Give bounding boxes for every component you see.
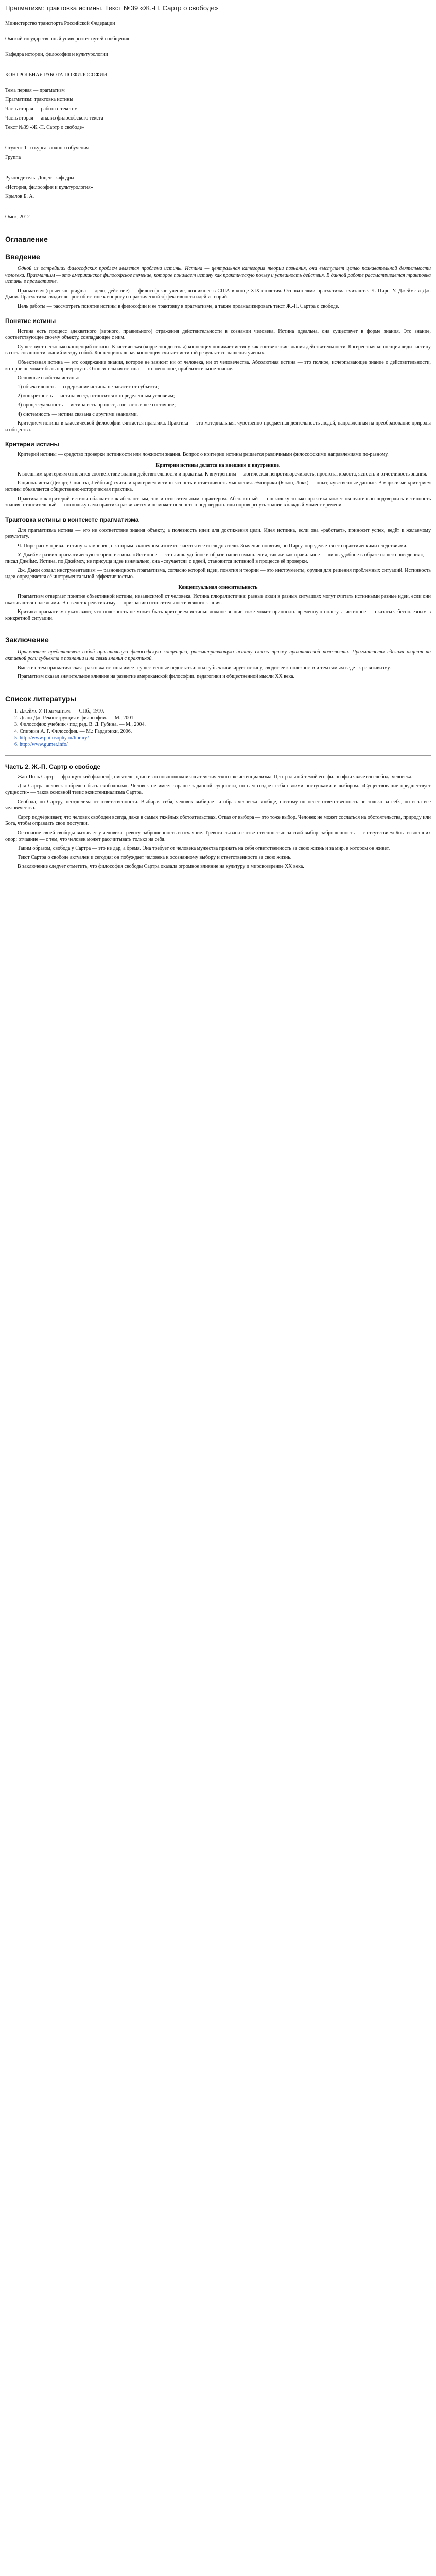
section-paragraph: Критерием истины в классической философии считается практика. Практика — это материальная, чувственно-предметная деятельность людей, направленная на преобразование природы и общества. [5,420,431,433]
section-paragraph: У. Джеймс развил прагматическую теорию истины. «Истинное — это лишь удобное в образе нашего мышления, так же как правильное — лишь удобное в образе нашего поведения», — писал Джеймс. Истина, по Джеймсу, не присуща идее изначально, она «случается» с идеей, становится истинной в процессе её проверки. [5,552,431,565]
part2-heading: Часть 2. Ж.-П. Сартр о свободе [5,762,101,770]
part2-paragraph: Таким образом, свобода у Сартра — это не дар, а бремя. Она требует от человека мужества принять на себя ответственность за свою жизнь и за мир, в котором он живёт. [18,845,390,852]
section-heading: Трактовка истины в контексте прагматизма [5,516,139,523]
list-item: 4) системность — истина связана с другими знаниями. [18,411,138,417]
document-title-bar [0,0,436,21]
supervisor-dept-line: «История, философия и культурология» [5,184,93,190]
section-paragraph: Истина есть процесс адекватного (верного, правильного) отражения действительности в сознании человека. Истина идеальна, она существует в форме знания. Это знание, соответствующее своему объекту, совпадающее с ним. [5,328,431,341]
department-line: Кафедра истории, философии и культурологии [5,52,108,57]
ministry-line: Министерство транспорта Российской Федерации [5,21,115,26]
reference-link[interactable]: 6. http://www.gumer.info/ [20,741,431,748]
part2-paragraph: Сартр подчёркивает, что человек свободен всегда, даже в самых тяжёлых обстоятельствах. Отказ от выбора — это тоже выбор. Человек не может сослаться на обстоятельства, природу или Бога, чтобы оправдать свои поступки. [5,814,431,827]
reference-item: 4. Спиркин А. Г. Философия. — М.: Гардарики, 2006. [20,728,431,735]
intro-heading: Введение [5,252,40,261]
list-item: 3) процессуальность — истина есть процесс, а не застывшее состояние; [18,402,176,408]
part2-paragraph: Текст Сартра о свободе актуален и сегодня: он побуждает человека к осознанному выбору и ответственности за свою жизнь. [18,854,292,860]
toc-heading: Оглавление [5,235,48,243]
university-line: Омский государственный университет путей сообщения [5,36,129,42]
part2-paragraph: Жан-Поль Сартр — французский философ, писатель, один из основоположников атеистического экзистенциализма. Центральной темой его философии является свобода человека. [18,774,413,780]
text-number-line: Текст №39 «Ж.-П. Сартр о свободе» [5,125,85,130]
section-paragraph: Рационалисты (Декарт, Спиноза, Лейбниц) считали критерием истины ясность и отчётливость мышления. Эмпирики (Бэкон, Локк) — опыт, чувственные данные. В марксизме критерием истины объявляется общественно-историческая практика. [5,480,431,493]
section-paragraph: Критерий истины — средство проверки истинности или ложности знания. Вопрос о критерии истины решается различными философскими направлениями по-разному. [18,452,389,458]
document-body [5,21,431,873]
work-type-line: КОНТРОЛЬНАЯ РАБОТА ПО ФИЛОСОФИИ [5,72,107,78]
group-line: Группа [5,155,21,160]
part2-paragraph: Для Сартра человек «обречён быть свободным». Человек не имеет заранее заданной сущности, он сам создаёт себя своими поступками и выбором. «Существование предшествует сущности» — таков основной тезис экзистенциализма Сартра. [5,783,431,795]
section-paragraph: Ч. Пирс рассматривал истину как мнение, с которым в конечном итоге согласятся все исследователи. Значение понятия, по Пирсу, определяется его практическими следствиями. [18,543,408,549]
part-line-a: Часть вторая — работа с текстом [5,106,78,112]
reference-item: 2. Дьюи Дж. Реконструкция в философии. — М., 2001. [20,715,431,721]
section-paragraph: Объективная истина — это содержание знания, которое не зависит ни от человека, ни от человечества. Абсолютная истина — это полное, исчерпывающее знание о действительности, которое не может быть опровергнуто. Относительная истина — это неполное, приблизительное знание. [5,359,431,372]
reference-link[interactable]: 5. http://www.philosophy.ru/library/ [20,735,431,741]
section-paragraph: Дж. Дьюи создал инструментализм — разновидность прагматизма, согласно которой идеи, понятия и теории — это инструменты, орудия для решения проблемных ситуаций. Истинность идеи определяется её инструментальной эффективностью. [5,567,431,580]
supervisor-name-line: Крылов Б. А. [5,194,34,199]
student-line: Студент 1-го курса заочного обучения [5,145,89,151]
part2-paragraph: Свобода, по Сартру, неотделима от ответственности. Выбирая себя, человек выбирает и образ человека вообще, поэтому он несёт ответственность не только за себя, но и за всё человечество. [5,799,431,811]
references-heading: Список литературы [5,694,77,703]
list-item: 2) конкретность — истина всегда относится к определённым условиям; [18,393,175,399]
document-title: Прагматизм: трактовка истины. Текст №39 «Ж.-П. Сартр о свободе» [5,4,218,12]
topic-line-a: Тема первая — прагматизм [5,88,65,93]
section-paragraph: Прагматизм отвергает понятие объективной истины, независимой от человека. Истина плюралистична: разные люди в разных ситуациях могут считать истинными разные идеи, если они оказываются полезными. Это ведёт к релятивизму — признанию относительности всякого знания. [5,594,431,606]
reference-item: 3. Философия: учебник / под ред. В. Д. Губина. — М., 2004. [20,721,431,728]
section-paragraph: Критики прагматизма указывают, что полезность не может быть критерием истины: ложное знание тоже может приносить временную пользу, а истинное — оказаться бесполезным в конкретной ситуации. [5,609,431,621]
part2-paragraph: Осознание своей свободы вызывает у человека тревогу, заброшенность и отчаяние. Тревога связана с ответственностью за свой выбор; заброшенность — с отсутствием Бога и внешних опор; отчаяние — с тем, что человек может рассчитывать только на себя. [5,829,431,842]
section-heading: Критерии истины [5,440,59,448]
list-item: 1) объективность — содержание истины не зависит от субъекта; [18,384,159,390]
section-paragraph: К внешним критериям относятся соответствие знания действительности и практика. К внутренним — логическая непротиворечивость, простота, красота, ясность и отчётливость знания. [18,471,427,477]
conclusion-paragraph: Прагматизм представляет собой оригинальную философскую концепцию, рассматривающую истину сквозь призму практической полезности. Прагматисты сделали акцент на активной роли субъекта в познании и на связи знания с практикой. [5,649,431,662]
intro-paragraph: Прагматизм (греческое pragma — дело, действие) — философское учение, возникшее в США в конце XIX столетия. Основателями прагматизма считаются Ч. Пирс, У. Джеймс и Дж. Дьюи. Прагматизм сводит вопрос об истине к вопросу о практической эффективности идей и теорий. [5,287,431,300]
subsection-heading: Концептуальная относительность [178,585,258,590]
topic-line-b: Прагматизм: трактовка истины [5,97,74,103]
part2-paragraph: В заключение следует отметить, что философия свободы Сартра оказала огромное влияние на культуру и мировоззрение XX века. [18,863,304,870]
intro-paragraph: Цель работы — рассмотреть понятие истины в философии и её трактовку в прагматизме, а также проанализировать текст Ж.-П. Сартра о свободе. [18,303,339,309]
conclusion-paragraph: Вместе с тем прагматическая трактовка истины имеет существенные недостатки: она субъективизирует истину, сводит её к полезности и тем самым ведёт к релятивизму. [18,665,391,671]
city-year-line: Омск, 2012 [5,214,30,220]
part-line-b: Часть вторая — анализ философского текста [5,115,103,121]
intro-paragraph: Одной из острейших философских проблем является проблема истины. Истина — центральная категория теории познания, она выступает целью познавательной деятельности человека. Прагматизм — это американское философское течение, которое понимает истину как практическую пользу и успешность действия. В данной работе рассматривается трактовка истины в прагматизме. [5,266,431,285]
section-paragraph: Для прагматизма истина — это не соответствие знания объекту, а полезность идеи для достижения цели. Идея истинна, если она «работает», приносит успех, ведёт к желаемому результату. [5,527,431,540]
supervisor-line: Руководитель: Доцент кафедры [5,175,74,181]
divider [5,755,431,756]
section-paragraph: Практика как критерий истины обладает как абсолютным, так и относительным характером. Абсолютный — поскольку только практика может окончательно подтвердить истинность знания; относительный — поскольку сама практика развивается и не может полностью подтвердить или опровергнуть знание в каждый момент времени. [5,496,431,509]
list-title: Основные свойства истины: [18,375,79,381]
conclusion-heading: Заключение [5,636,49,645]
conclusion-paragraph: Прагматизм оказал значительное влияние на развитие американской философии, педагогики и общественной мысли XX века. [18,674,295,680]
reference-item: 1. Джеймс У. Прагматизм. — СПб., 1910. [20,708,431,715]
section-heading: Понятие истины [5,317,56,325]
subsection-heading: Критерии истины делятся на внешние и внутренние. [155,462,281,468]
references-list [20,708,431,748]
section-paragraph: Существует несколько концепций истины. Классическая (корреспондентная) концепция понимает истину как соответствие знания действительности. Когерентная концепция видит истину в согласованности знаний между собой. Конвенциональная концепция считает истиной результат соглашения учёных. [5,344,431,357]
